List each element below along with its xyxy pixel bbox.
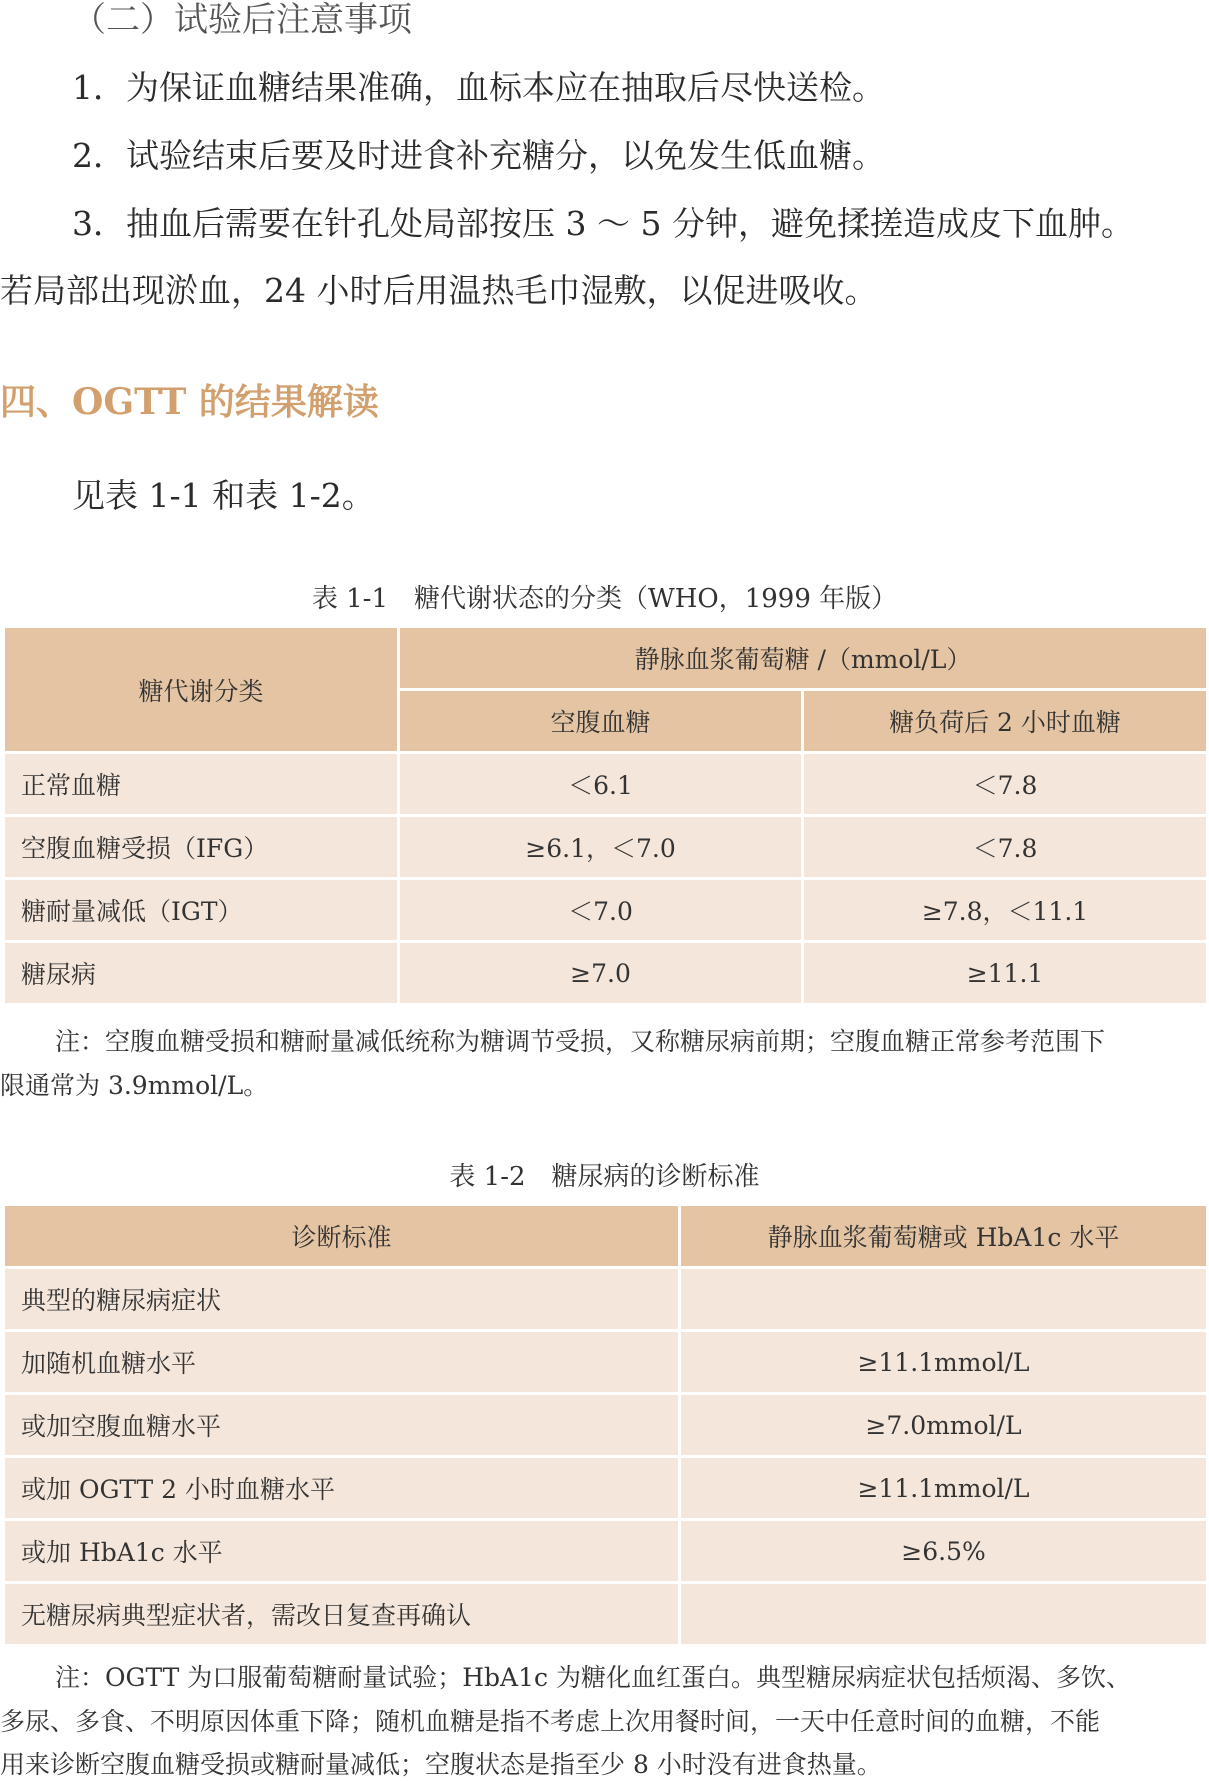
row-category: 正常血糖	[4, 753, 399, 816]
row-fasting: ＜7.0	[399, 879, 803, 942]
glucose-status-table	[2, 625, 1209, 1006]
header-2h: 糖负荷后 2 小时血糖	[803, 690, 1208, 753]
table1-caption: 表 1-1 糖代谢状态的分类（WHO，1999 年版）	[311, 584, 898, 614]
row-2h: ≥11.1	[803, 942, 1208, 1005]
row-level: ≥7.0mmol/L	[680, 1394, 1208, 1457]
row-criteria: 典型的糖尿病症状	[4, 1268, 680, 1331]
row-level	[680, 1583, 1208, 1646]
table2-note-line1: 注：OGTT 为口服葡萄糖耐量试验；HbA1c 为糖化血红蛋白。典型糖尿病症状包括烦渴、多饮、	[55, 1663, 1131, 1692]
table-row	[4, 1268, 1208, 1331]
header-plasma-glucose: 静脉血浆葡萄糖 /（mmol/L）	[399, 627, 1208, 690]
section-heading: 四、OGTT 的结果解读	[0, 381, 379, 423]
row-criteria: 或加 HbA1c 水平	[4, 1520, 680, 1583]
row-level: ≥11.1mmol/L	[680, 1331, 1208, 1394]
row-level	[680, 1268, 1208, 1331]
table-row	[4, 753, 1208, 816]
paragraph-1: 1．为保证血糖结果准确，血标本应在抽取后尽快送检。	[72, 68, 885, 107]
row-category: 糖尿病	[4, 942, 399, 1005]
table-row	[4, 1394, 1208, 1457]
paragraph-3-continued: 若局部出现淤血，24 小时后用温热毛巾湿敷，以促进吸收。	[0, 271, 878, 310]
row-category: 空腹血糖受损（IFG）	[4, 816, 399, 879]
table-row	[4, 816, 1208, 879]
row-criteria: 无糖尿病典型症状者，需改日复查再确认	[4, 1583, 680, 1646]
header-fasting: 空腹血糖	[399, 690, 803, 753]
header-criteria: 诊断标准	[4, 1205, 680, 1268]
table1-note-line2: 限通常为 3.9mmol/L。	[0, 1071, 269, 1100]
table-row	[4, 879, 1208, 942]
table2-note-line3: 用来诊断空腹血糖受损或糖耐量减低；空腹状态是指至少 8 小时没有进食热量。	[0, 1750, 882, 1779]
paragraph-3: 3．抽血后需要在针孔处局部按压 3 ～ 5 分钟，避免揉搓造成皮下血肿。	[72, 204, 1134, 243]
row-criteria: 或加 OGTT 2 小时血糖水平	[4, 1457, 680, 1520]
row-fasting: ≥6.1，＜7.0	[399, 816, 803, 879]
header-category: 糖代谢分类	[4, 627, 399, 753]
table2-caption: 表 1-2 糖尿病的诊断标准	[449, 1162, 760, 1192]
table-row	[4, 1583, 1208, 1646]
row-fasting: ≥7.0	[399, 942, 803, 1005]
table1-note-line1: 注：空腹血糖受损和糖耐量减低统称为糖调节受损，又称糖尿病前期；空腹血糖正常参考范围下	[55, 1027, 1106, 1056]
table-row	[4, 1520, 1208, 1583]
row-fasting: ＜6.1	[399, 753, 803, 816]
see-tables-text: 见表 1-1 和表 1-2。	[72, 476, 375, 515]
sub-heading: （二）试验后注意事项	[72, 0, 412, 40]
row-criteria: 或加空腹血糖水平	[4, 1394, 680, 1457]
table-row	[4, 942, 1208, 1005]
row-2h: ＜7.8	[803, 816, 1208, 879]
table-row	[4, 1457, 1208, 1520]
header-level: 静脉血浆葡萄糖或 HbA1c 水平	[680, 1205, 1208, 1268]
row-level: ≥6.5%	[680, 1520, 1208, 1583]
row-level: ≥11.1mmol/L	[680, 1457, 1208, 1520]
row-2h: ≥7.8，＜11.1	[803, 879, 1208, 942]
row-2h: ＜7.8	[803, 753, 1208, 816]
row-category: 糖耐量减低（IGT）	[4, 879, 399, 942]
row-criteria: 加随机血糖水平	[4, 1331, 680, 1394]
table2-note-line2: 多尿、多食、不明原因体重下降；随机血糖是指不考虑上次用餐时间，一天中任意时间的血糖，不能	[0, 1707, 1101, 1736]
diagnosis-criteria-table	[2, 1203, 1209, 1647]
paragraph-2: 2．试验结束后要及时进食补充糖分，以免发生低血糖。	[72, 136, 885, 175]
table-row	[4, 1331, 1208, 1394]
